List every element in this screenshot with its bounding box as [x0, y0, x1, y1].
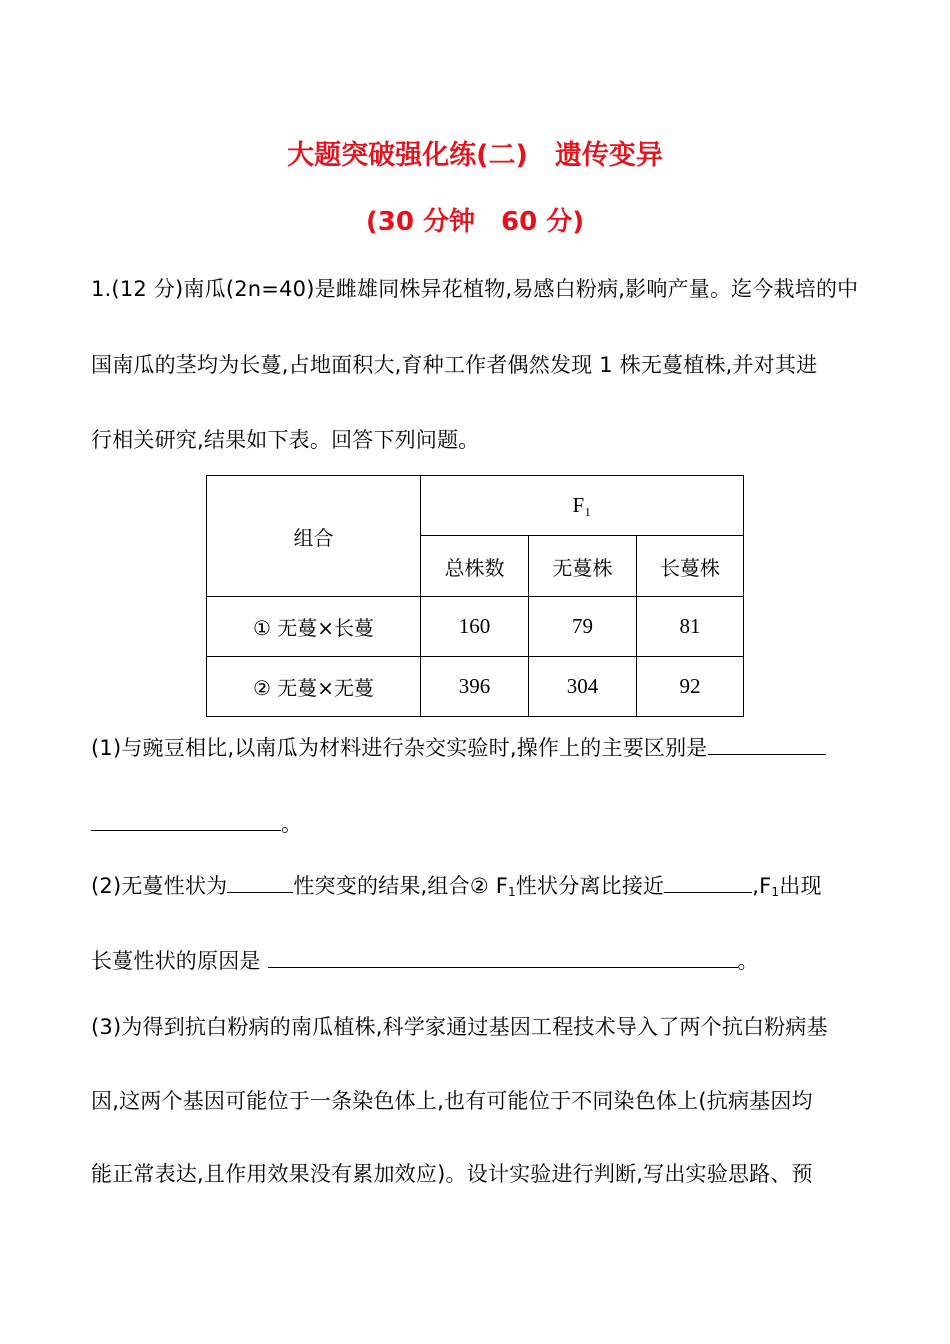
question-intro-line-2: 国南瓜的茎均为长蔓,占地面积大,育种工作者偶然发现 1 株无蔓植株,并对其进: [91, 353, 818, 377]
part2-text-e: 出现: [779, 874, 822, 898]
part2-end: 。: [737, 949, 759, 973]
part2-text-b: 性突变的结果,组合② F: [293, 874, 509, 898]
table-row: [207, 597, 744, 657]
answer-blank[interactable]: [664, 874, 752, 893]
answer-blank[interactable]: [91, 812, 281, 831]
subscript: 1: [508, 885, 516, 899]
part1-line-1: [91, 732, 826, 762]
part2-text-line2: 长蔓性状的原因是: [91, 949, 261, 973]
part1-text: (1)与豌豆相比,以南瓜为材料进行杂交实验时,操作上的主要区别是: [91, 736, 708, 760]
answer-blank[interactable]: [268, 949, 738, 968]
part2-text-d: ,F: [752, 874, 772, 898]
table-cell-long-vine: 81: [637, 597, 744, 657]
results-table: [206, 475, 744, 717]
table-cell-combo: ① 无蔓×长蔓: [207, 597, 421, 657]
answer-blank[interactable]: [227, 874, 293, 893]
table-row: [207, 657, 744, 717]
part3-line-3: 能正常表达,且作用效果没有累加效应)。设计实验进行判断,写出实验思路、预: [91, 1162, 813, 1186]
table-cell-total: 396: [421, 657, 529, 717]
part1-line-2: [91, 808, 302, 838]
table-cell-total: 160: [421, 597, 529, 657]
table-header-no-vine: 无蔓株: [529, 536, 637, 597]
answer-blank[interactable]: [708, 736, 826, 755]
part3-line-2: 因,这两个基因可能位于一条染色体上,也有可能位于不同染色体上(抗病基因均: [91, 1089, 813, 1113]
question-intro-line-1: 1.(12 分)南瓜(2n=40)是雌雄同株异花植物,易感白粉病,影响产量。迄今栽培的中: [91, 277, 859, 301]
table-header-total: 总株数: [421, 536, 529, 597]
page-subtitle-time: (30 分钟 60 分): [365, 207, 585, 237]
question-intro-line-3: 行相关研究,结果如下表。回答下列问题。: [91, 428, 480, 452]
part2-text-c: 性状分离比接近: [515, 874, 665, 898]
table-cell-no-vine: 79: [529, 597, 637, 657]
part2-line-1: [91, 870, 822, 900]
table-cell-long-vine: 92: [637, 657, 744, 717]
table-header-long-vine: 长蔓株: [637, 536, 744, 597]
part2-line-2: [91, 945, 759, 975]
page-title: 大题突破强化练(二) 遗传变异: [287, 140, 663, 171]
part2-text-a: (2)无蔓性状为: [91, 874, 228, 898]
table-cell-combo: ② 无蔓×无蔓: [207, 657, 421, 717]
part1-end: 。: [281, 812, 303, 836]
table-cell-no-vine: 304: [529, 657, 637, 717]
table-header-f1: F₁: [421, 476, 744, 536]
table-header-group: 组合: [207, 476, 421, 597]
part3-line-1: (3)为得到抗白粉病的南瓜植株,科学家通过基因工程技术导入了两个抗白粉病基: [91, 1015, 828, 1039]
subscript: 1: [771, 885, 780, 899]
